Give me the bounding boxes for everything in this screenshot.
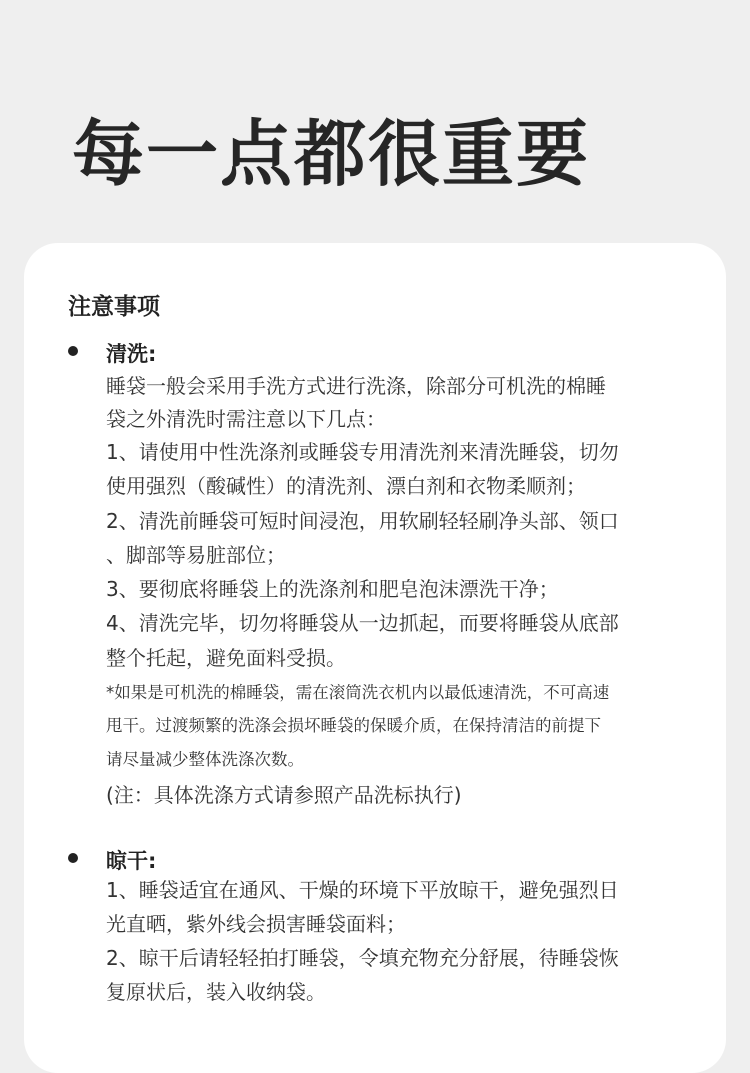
washing-line: 使用强烈（酸碱性）的清洗剂、漂白剂和衣物柔顺剂； bbox=[106, 474, 586, 498]
washing-line: 1、请使用中性洗涤剂或睡袋专用清洗剂来清洗睡袋，切勿 bbox=[106, 440, 619, 464]
page-headline: 每一点都很重要 bbox=[72, 112, 591, 196]
drying-line: 1、睡袋适宜在通风、干燥的环境下平放晾干，避免强烈日 bbox=[106, 878, 619, 902]
washing-footnote-line: *如果是可机洗的棉睡袋，需在滚筒洗衣机内以最低速清洗，不可高速 bbox=[106, 683, 610, 702]
washing-line: 睡袋一般会采用手洗方式进行洗涤，除部分可机洗的棉睡 bbox=[106, 374, 606, 398]
bullet-icon bbox=[68, 853, 78, 863]
drying-line: 2、晾干后请轻轻拍打睡袋，令填充物充分舒展，待睡袋恢 bbox=[106, 946, 619, 970]
section-title-drying: 晾干: bbox=[106, 849, 157, 873]
washing-line: 4、清洗完毕，切勿将睡袋从一边抓起，而要将睡袋从底部 bbox=[106, 611, 619, 635]
notes-title: 注意事项 bbox=[68, 294, 160, 320]
washing-footnote-line: 甩干。过渡频繁的洗涤会损坏睡袋的保暖介质，在保持清洁的前提下 bbox=[106, 716, 601, 735]
washing-line: 整个托起，避免面料受损。 bbox=[106, 646, 346, 670]
section-title-washing: 清洗: bbox=[106, 342, 157, 366]
bullet-icon bbox=[68, 346, 78, 356]
drying-line: 光直晒，紫外线会损害睡袋面料； bbox=[106, 912, 406, 936]
drying-line: 复原状后，装入收纳袋。 bbox=[106, 980, 326, 1004]
washing-footnote-line: 请尽量减少整体洗涤次数。 bbox=[106, 750, 304, 769]
washing-line: 2、清洗前睡袋可短时间浸泡，用软刷轻轻刷净头部、领口 bbox=[106, 509, 619, 533]
washing-line: 袋之外清洗时需注意以下几点： bbox=[106, 407, 386, 431]
washing-line: 3、要彻底将睡袋上的洗涤剂和肥皂泡沫漂洗干净； bbox=[106, 577, 559, 601]
washing-note-line: (注：具体洗涤方式请参照产品洗标执行) bbox=[106, 783, 462, 807]
washing-line: 、脚部等易脏部位； bbox=[106, 543, 286, 567]
